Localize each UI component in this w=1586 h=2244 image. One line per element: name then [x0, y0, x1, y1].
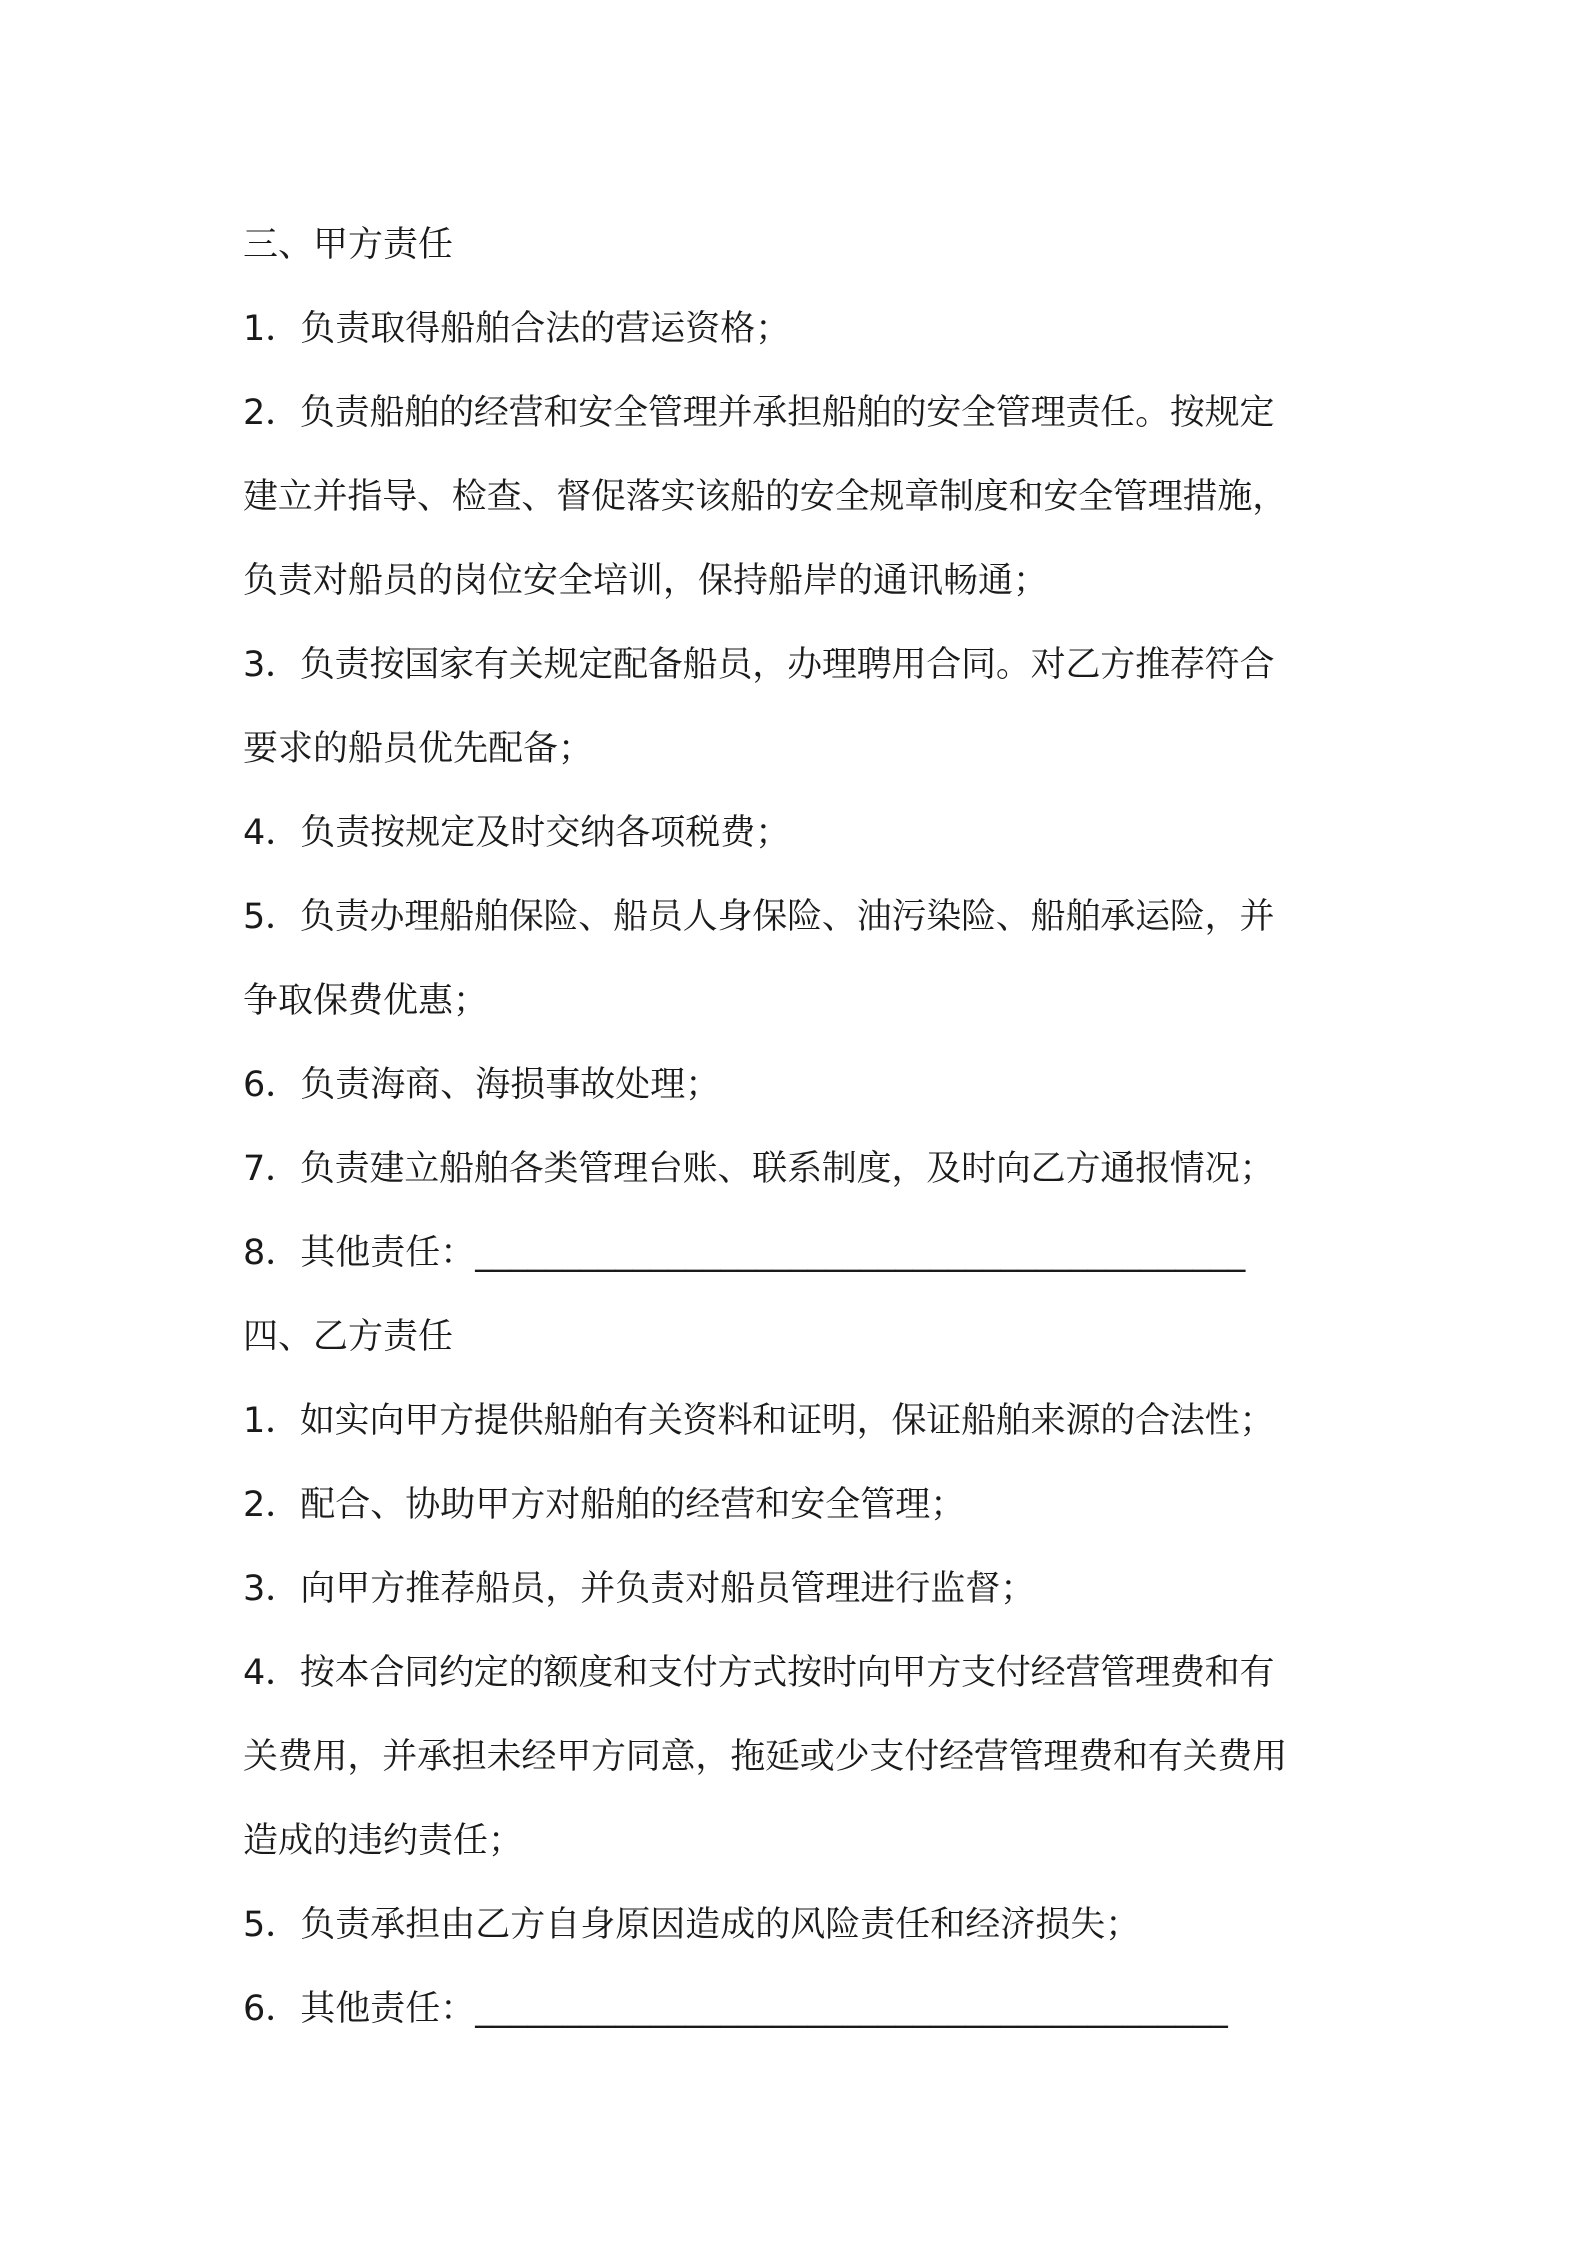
clause-line: 3．负责按国家有关规定配备船员，办理聘用合同。对乙方推荐符合 [243, 645, 1275, 685]
clause-line: 5．负责承担由乙方自身原因造成的风险责任和经济损失； [243, 1905, 1141, 1945]
clause-line: 负责对船员的岗位安全培训，保持船岸的通讯畅通； [243, 561, 1049, 601]
clause-line: 4．负责按规定及时交纳各项税费； [243, 813, 791, 853]
clause-line: 2．负责船舶的经营和安全管理并承担船舶的安全管理责任。按规定 [243, 393, 1275, 433]
section-heading: 三、甲方责任 [243, 225, 454, 265]
clause-line: 6．负责海商、海损事故处理； [243, 1065, 721, 1105]
clause-line: 造成的违约责任； [243, 1821, 524, 1861]
clause-line: 7．负责建立船舶各类管理台账、联系制度，及时向乙方通报情况； [243, 1149, 1275, 1189]
clause-line: 要求的船员优先配备； [243, 729, 594, 769]
clause-line: 争取保费优惠； [243, 981, 489, 1021]
section-heading: 四、乙方责任 [243, 1317, 454, 1357]
clause-line-blank: 8．其他责任：____________________________________________ [243, 1233, 1246, 1273]
document-page [243, 203, 1355, 2051]
clause-line: 2．配合、协助甲方对船舶的经营和安全管理； [243, 1485, 966, 1525]
clause-line: 4．按本合同约定的额度和支付方式按时向甲方支付经营管理费和有 [243, 1653, 1275, 1693]
clause-line: 3．向甲方推荐船员，并负责对船员管理进行监督； [243, 1569, 1036, 1609]
clause-line-blank: 6．其他责任：___________________________________________ [243, 1989, 1228, 2029]
clause-line: 5．负责办理船舶保险、船员人身保险、油污染险、船舶承运险，并 [243, 897, 1275, 937]
clause-line: 1．负责取得船舶合法的营运资格； [243, 309, 791, 349]
clause-line: 关费用，并承担未经甲方同意，拖延或少支付经营管理费和有关费用 [243, 1737, 1288, 1777]
clause-line: 建立并指导、检查、督促落实该船的安全规章制度和安全管理措施， [243, 477, 1288, 517]
clause-line: 1．如实向甲方提供船舶有关资料和证明，保证船舶来源的合法性； [243, 1401, 1275, 1441]
